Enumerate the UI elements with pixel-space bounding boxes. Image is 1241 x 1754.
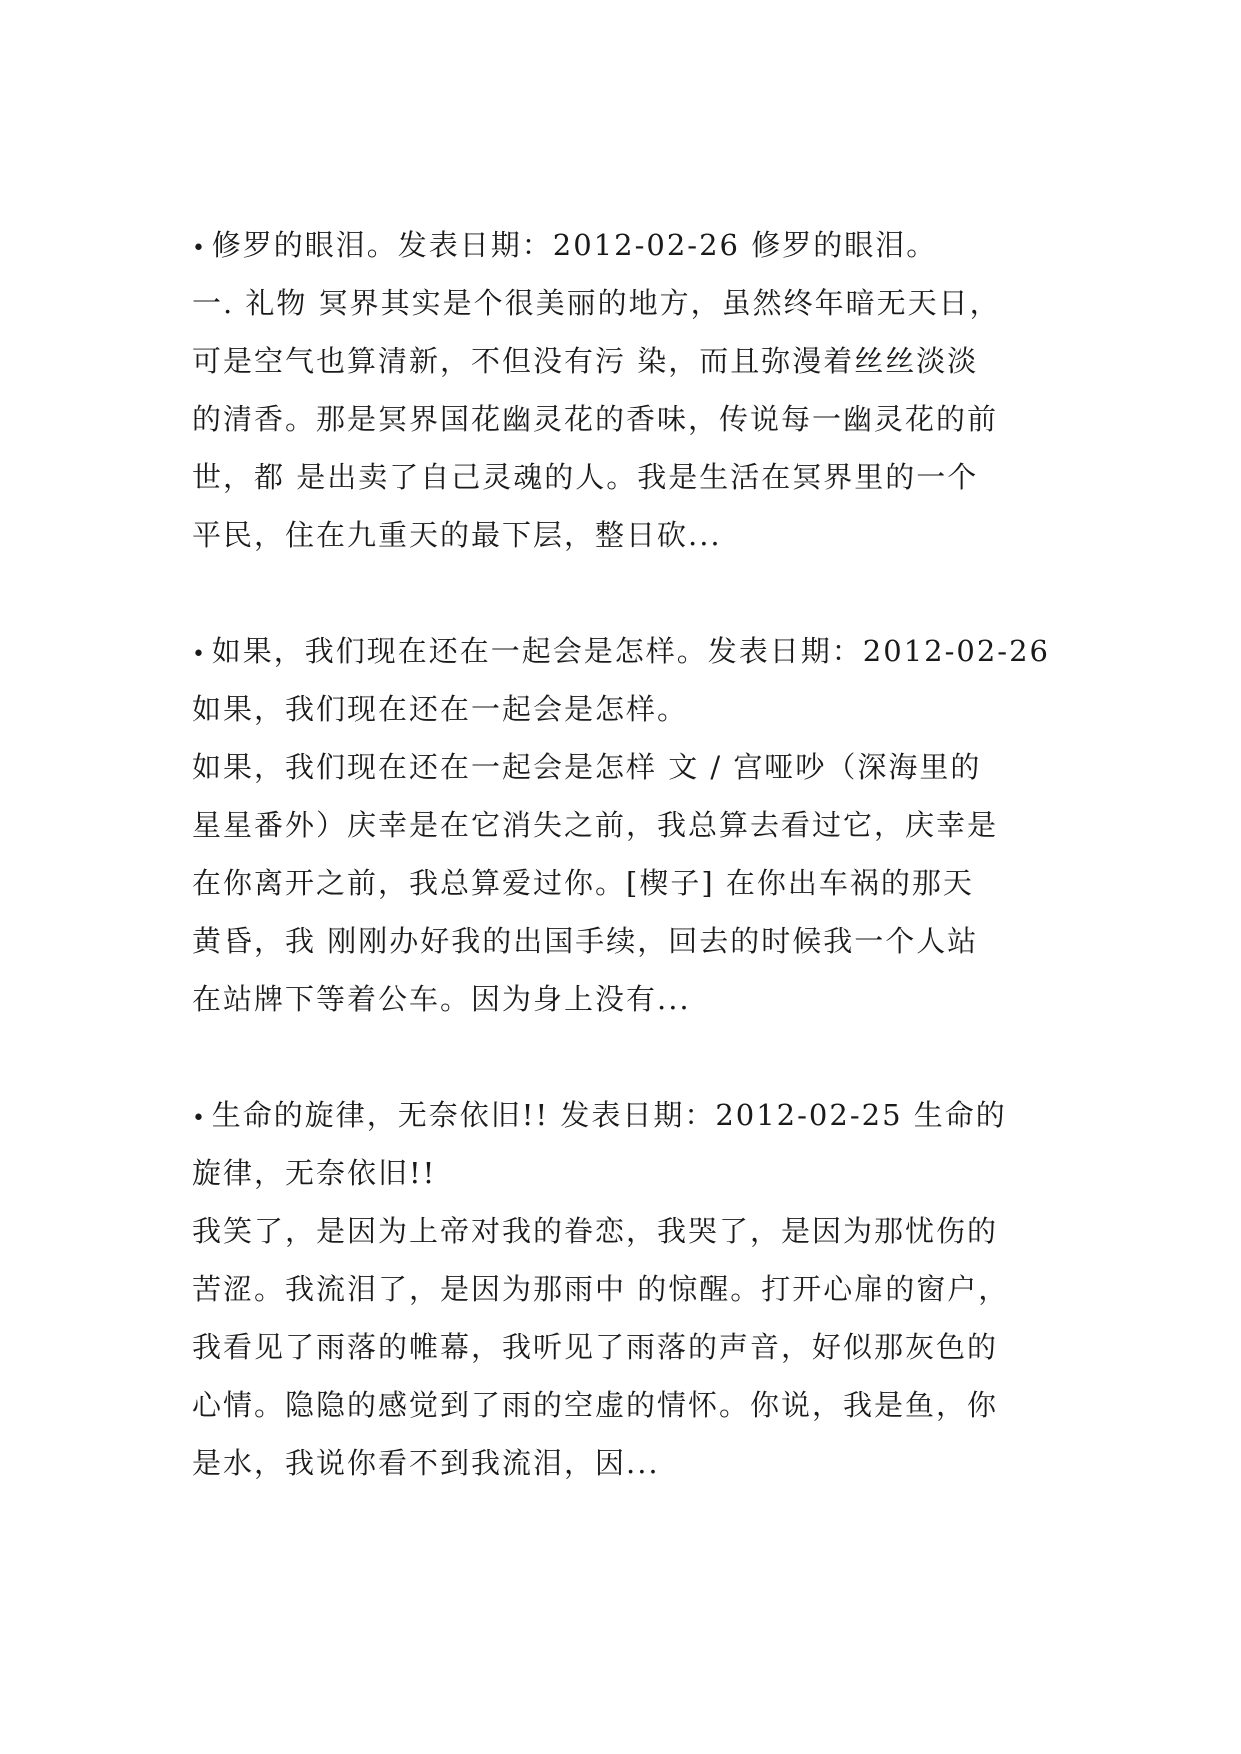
bullet-icon: •: [192, 642, 207, 667]
entry-title: 生命的旋律，无奈依旧!! 发表日期：2012-02-25 生命的: [211, 1098, 1007, 1132]
entry-text-line: 旋律，无奈依旧!!: [192, 1156, 437, 1190]
entry-text-line: 苦涩。我流泪了，是因为那雨中 的惊醒。打开心扉的窗户，: [192, 1272, 1010, 1306]
entry-text-line: 在你离开之前，我总算爱过你。[楔子] 在你出车祸的那天: [192, 866, 974, 900]
entry-text-line: 如果，我们现在还在一起会是怎样。: [192, 692, 689, 726]
entry-text-line: 的清香。那是冥界国花幽灵花的香味，传说每一幽灵花的前: [192, 402, 999, 436]
document-page: [192, 216, 1072, 1550]
entry-text-line: 平民，住在九重天的最下层，整日砍...: [192, 518, 722, 552]
entry-title-line: [192, 622, 1072, 680]
entry-title: 如果，我们现在还在一起会是怎样。发表日期：2012-02-26: [211, 634, 1051, 668]
entry-text-line: 如果，我们现在还在一起会是怎样 文 / 宫哑吵（深海里的: [192, 750, 982, 784]
entry-text-line: 是水，我说你看不到我流泪，因...: [192, 1446, 660, 1480]
entry-title-line: [192, 216, 1072, 274]
entry-text-line: 在站牌下等着公车。因为身上没有...: [192, 982, 691, 1016]
entry-text-line: 星星番外）庆幸是在它消失之前，我总算去看过它，庆幸是: [192, 808, 999, 842]
entry-title: 修罗的眼泪。发表日期：2012-02-26 修罗的眼泪。: [211, 228, 938, 262]
entry-text-line: 世，都 是出卖了自己灵魂的人。我是生活在冥界里的一个: [192, 460, 979, 494]
entry-title-line: [192, 1086, 1072, 1144]
entry-text-line: 我看见了雨落的帷幕，我听见了雨落的声音，好似那灰色的: [192, 1330, 999, 1364]
article-entry-3: [192, 1086, 1072, 1492]
entry-text-line: 一. 礼物 冥界其实是个很美丽的地方，虽然终年暗无天日，: [192, 286, 1001, 320]
bullet-icon: •: [192, 1106, 207, 1131]
bullet-icon: •: [192, 236, 207, 261]
article-entry-1: [192, 216, 1072, 564]
article-entry-2: [192, 622, 1072, 1028]
entry-text-line: 黄昏，我 刚刚办好我的出国手续，回去的时候我一个人站: [192, 924, 979, 958]
entry-text-line: 我笑了，是因为上帝对我的眷恋，我哭了，是因为那忧伤的: [192, 1214, 999, 1248]
entry-text-line: 可是空气也算清新，不但没有污 染，而且弥漫着丝丝淡淡: [192, 344, 979, 378]
entry-text-line: 心情。隐隐的感觉到了雨的空虚的情怀。你说，我是鱼，你: [192, 1388, 999, 1422]
